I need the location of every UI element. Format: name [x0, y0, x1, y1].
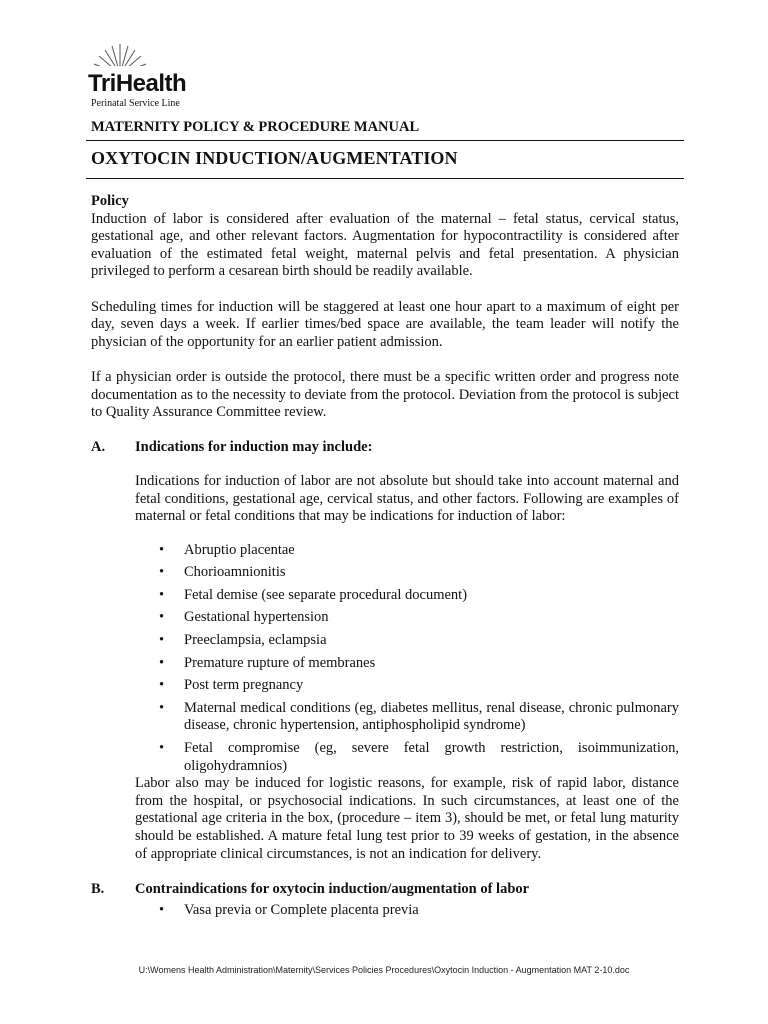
list-item: • Gestational hypertension [135, 609, 679, 627]
policy-heading: Policy [91, 193, 129, 209]
divider-bottom [86, 178, 684, 179]
bullet-icon: • [159, 632, 165, 649]
policy-paragraph-1: Induction of labor is considered after evaluation of the maternal – fetal status, cervical status, gestational age, and other relevant factors. Augmentation for hypocontractility is considered after evaluation of the estimated fetal weight, maternal pelvis and fetal presentation. A physician privileged to perform a cesarean birth should be readily available. [91, 210, 679, 280]
bullet-icon: • [159, 564, 165, 581]
contraindications-list [135, 902, 679, 920]
list-item: • Chorioamnionitis [135, 564, 679, 582]
bullet-icon: • [159, 609, 165, 626]
list-item: • Premature rupture of membranes [135, 655, 679, 673]
indications-list [135, 542, 679, 776]
section-b-letter: B. [91, 880, 105, 897]
section-b-heading [91, 881, 679, 899]
section-a-letter: A. [91, 439, 106, 456]
section-a-closing: Labor also may be induced for logistic reasons, for example, risk of rapid labor, distance from the hospital, or psychosocial indications. In such circumstances, at least one of the gestational age criteria in the box, (procedure – item 3), should be met, or fetal lung maturity should be established. A mature fetal lung test prior to 39 weeks of gestation, in the absence of appropriate clinical circumstances, is not an indication for delivery. [135, 775, 679, 862]
bullet-icon: • [159, 902, 165, 919]
section-a-intro: Indications for induction of labor are not absolute but should take into account maternal and fetal conditions, gestational age, cervical status, and other factors. Following are examples of maternal or fetal conditions that may be indications for induction of labor: [135, 472, 679, 525]
trihealth-logo [88, 42, 198, 112]
bullet-icon: • [159, 740, 165, 757]
list-item: • Fetal demise (see separate procedural document) [135, 587, 679, 605]
section-a-body [135, 473, 679, 775]
section-b-title: Contraindications for oxytocin induction/augmentation of labor [135, 880, 530, 897]
bullet-icon: • [159, 677, 165, 694]
list-item: • Post term pregnancy [135, 677, 679, 695]
file-path-footer: U:\Womens Health Administration\Maternity\Services Policies Procedures\Oxytocin Induction - Augmentation MAT 2-10.doc [138, 965, 630, 975]
section-a-title: Indications for induction may include: [135, 439, 373, 456]
manual-title: MATERNITY POLICY & PROCEDURE MANUAL [91, 119, 420, 135]
section-a-heading [91, 439, 679, 457]
bullet-icon: • [159, 541, 165, 558]
logo-wordmark: TriHealth [88, 70, 187, 97]
list-item: • Vasa previa or Complete placenta previa [135, 902, 679, 920]
list-item: • Preeclampsia, eclampsia [135, 632, 679, 650]
logo-subtitle: Perinatal Service Line [91, 98, 180, 109]
document-title: OXYTOCIN INDUCTION/AUGMENTATION [91, 148, 458, 168]
policy-paragraph-2: Scheduling times for induction will be staggered at least one hour apart to a maximum of eight per day, seven days a week. If earlier times/bed space are available, the team leader will notify the physician of the opportunity for an earlier patient admission. [91, 298, 679, 350]
list-item: • Maternal medical conditions (eg, diabetes mellitus, renal disease, chronic pulmonary disease, chronic hypertension, antiphospholipid syndrome) [135, 700, 679, 735]
document-body [91, 193, 679, 925]
policy-paragraph-3: If a physician order is outside the protocol, there must be a specific written order and progress note documentation as to the necessity to deviate from the protocol. Deviation from the protocol is subject to Quality Assurance Committee review. [91, 368, 679, 421]
list-item: • Abruptio placentae [135, 542, 679, 560]
list-item: • Fetal compromise (eg, severe fetal growth restriction, isoimmunization, oligohydramnios) [135, 740, 679, 775]
bullet-icon: • [159, 586, 165, 603]
bullet-icon: • [159, 699, 165, 716]
bullet-icon: • [159, 654, 165, 671]
divider-top [86, 140, 684, 141]
